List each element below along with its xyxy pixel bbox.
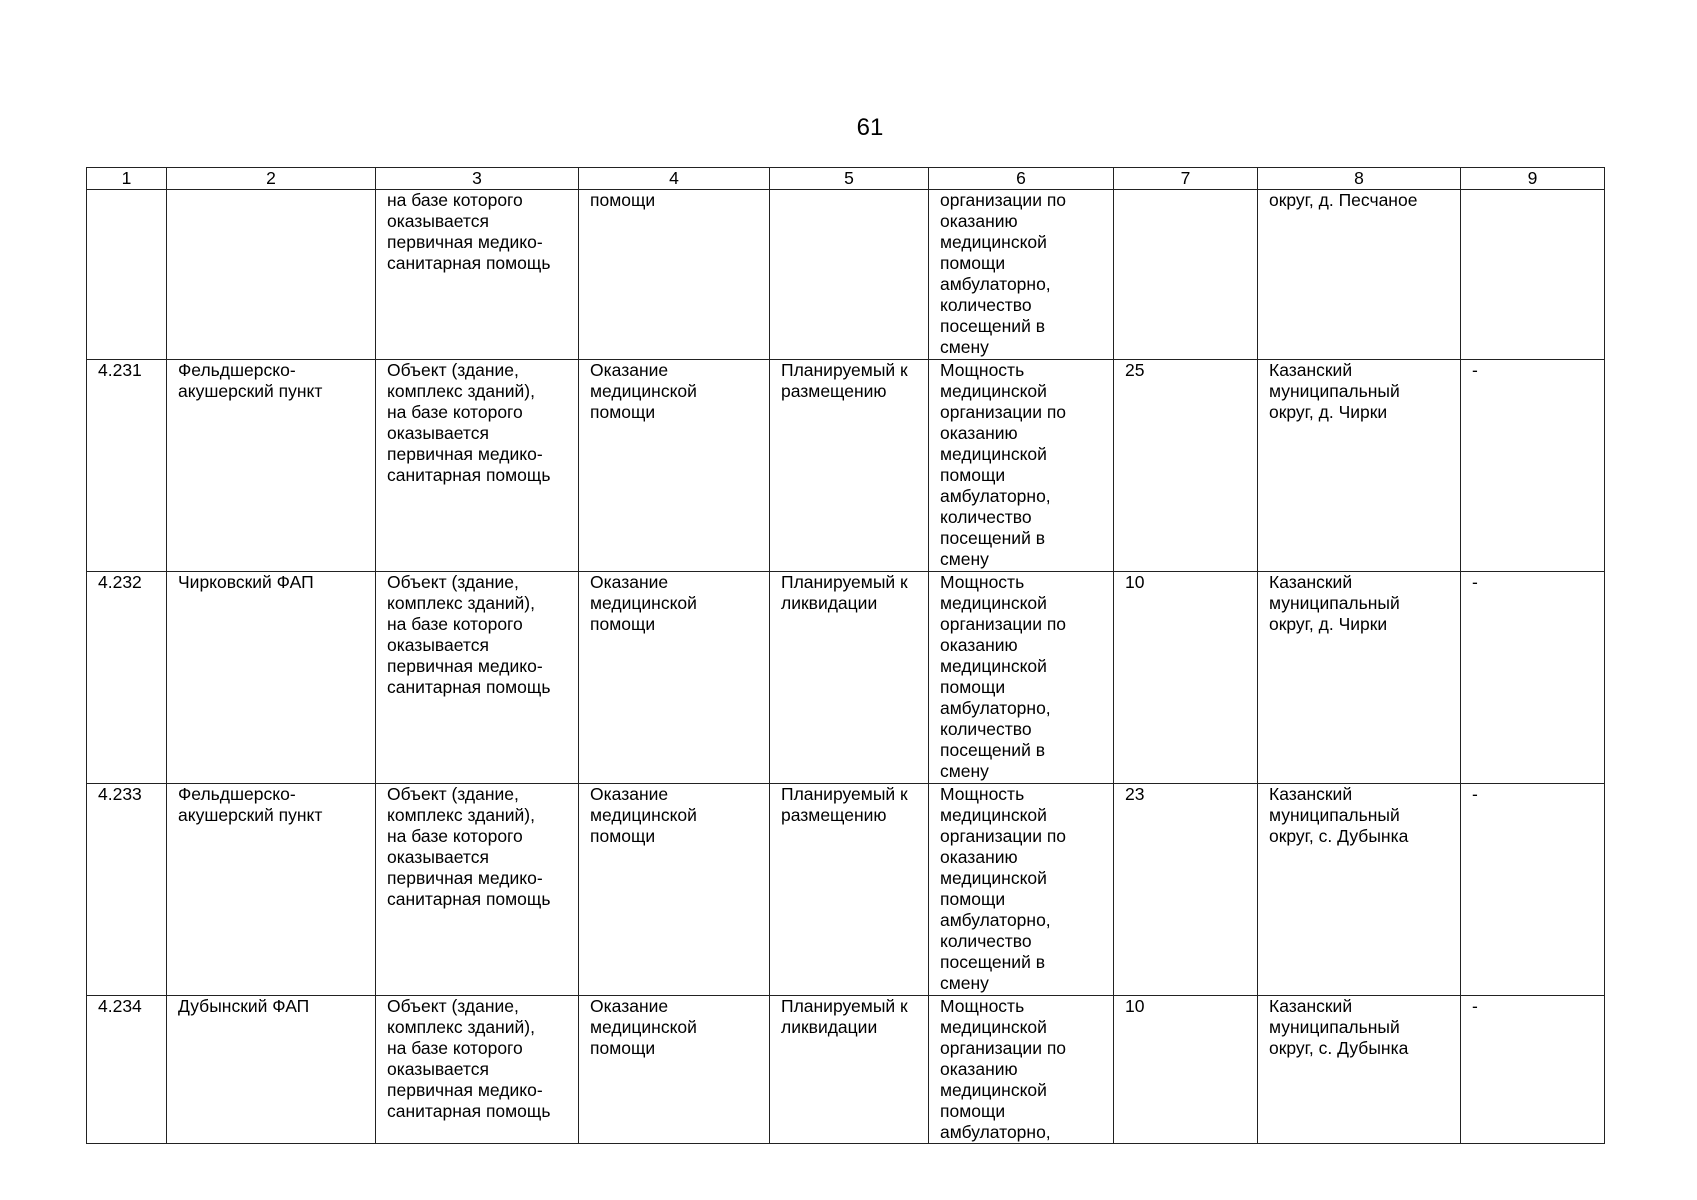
table-cell: 23 [1114, 784, 1258, 996]
table-cell: Казанский муниципальный округ, д. Чирки [1258, 360, 1461, 572]
table-row [87, 572, 1605, 784]
table-cell: Мощность медицинской организации по оказанию медицинской помощи амбулаторно, количество посещений в смену [929, 360, 1114, 572]
table-cell: Фельдшерско- акушерский пункт [167, 784, 376, 996]
column-header: 5 [770, 168, 929, 190]
column-header: 2 [167, 168, 376, 190]
table-row [87, 996, 1605, 1144]
table-cell: Мощность медицинской организации по оказанию медицинской помощи амбулаторно, количество посещений в смену [929, 784, 1114, 996]
table-cell: Оказание медицинской помощи [579, 784, 770, 996]
table-cell: Мощность медицинской организации по оказанию медицинской помощи амбулаторно, количество посещений в смену [929, 572, 1114, 784]
table-cell: Дубынский ФАП [167, 996, 376, 1144]
table-row [87, 190, 1605, 360]
table-cell: - [1461, 784, 1605, 996]
table-row [87, 360, 1605, 572]
page-number: 61 [856, 114, 884, 141]
table-cell: 4.231 [87, 360, 167, 572]
table-cell: 4.232 [87, 572, 167, 784]
column-header: 3 [376, 168, 579, 190]
column-header: 1 [87, 168, 167, 190]
table-cell: 4.233 [87, 784, 167, 996]
table-cell: - [1461, 572, 1605, 784]
table-cell: 10 [1114, 996, 1258, 1144]
data-table [86, 167, 1605, 1144]
table-cell: организации по оказанию медицинской помощи амбулаторно, количество посещений в смену [929, 190, 1114, 360]
column-header: 7 [1114, 168, 1258, 190]
column-header: 6 [929, 168, 1114, 190]
table-cell [1114, 190, 1258, 360]
table-cell: Оказание медицинской помощи [579, 996, 770, 1144]
table-cell [87, 190, 167, 360]
table-cell [1461, 190, 1605, 360]
table-cell: Планируемый к ликвидации [770, 572, 929, 784]
table-cell: 4.234 [87, 996, 167, 1144]
table-cell: 25 [1114, 360, 1258, 572]
table-cell [770, 190, 929, 360]
table-cell: Оказание медицинской помощи [579, 572, 770, 784]
table-cell: Объект (здание, комплекс зданий), на базе которого оказывается первичная медико- санитарная помощь [376, 784, 579, 996]
table-cell: Казанский муниципальный округ, д. Чирки [1258, 572, 1461, 784]
table-cell: Планируемый к ликвидации [770, 996, 929, 1144]
table-cell: округ, д. Песчаное [1258, 190, 1461, 360]
header-row [87, 168, 1605, 190]
table-cell: Объект (здание, комплекс зданий), на базе которого оказывается первичная медико- санитарная помощь [376, 572, 579, 784]
table-cell: Объект (здание, комплекс зданий), на базе которого оказывается первичная медико- санитарная помощь [376, 360, 579, 572]
table-cell [167, 190, 376, 360]
table-cell: Фельдшерско- акушерский пункт [167, 360, 376, 572]
table-cell: Чирковский ФАП [167, 572, 376, 784]
table-cell: - [1461, 996, 1605, 1144]
table-cell: помощи [579, 190, 770, 360]
table-cell: Объект (здание, комплекс зданий), на базе которого оказывается первичная медико- санитарная помощь [376, 996, 579, 1144]
table-cell: 10 [1114, 572, 1258, 784]
table-cell: Планируемый к размещению [770, 360, 929, 572]
table-cell: на базе которого оказывается первичная медико- санитарная помощь [376, 190, 579, 360]
table-row [87, 784, 1605, 996]
table-cell: Оказание медицинской помощи [579, 360, 770, 572]
table-cell: Планируемый к размещению [770, 784, 929, 996]
column-header: 4 [579, 168, 770, 190]
table-cell: Казанский муниципальный округ, с. Дубынка [1258, 784, 1461, 996]
column-header: 9 [1461, 168, 1605, 190]
table-cell: Казанский муниципальный округ, с. Дубынка [1258, 996, 1461, 1144]
table-cell: - [1461, 360, 1605, 572]
table-cell: Мощность медицинской организации по оказанию медицинской помощи амбулаторно, [929, 996, 1114, 1144]
column-header: 8 [1258, 168, 1461, 190]
